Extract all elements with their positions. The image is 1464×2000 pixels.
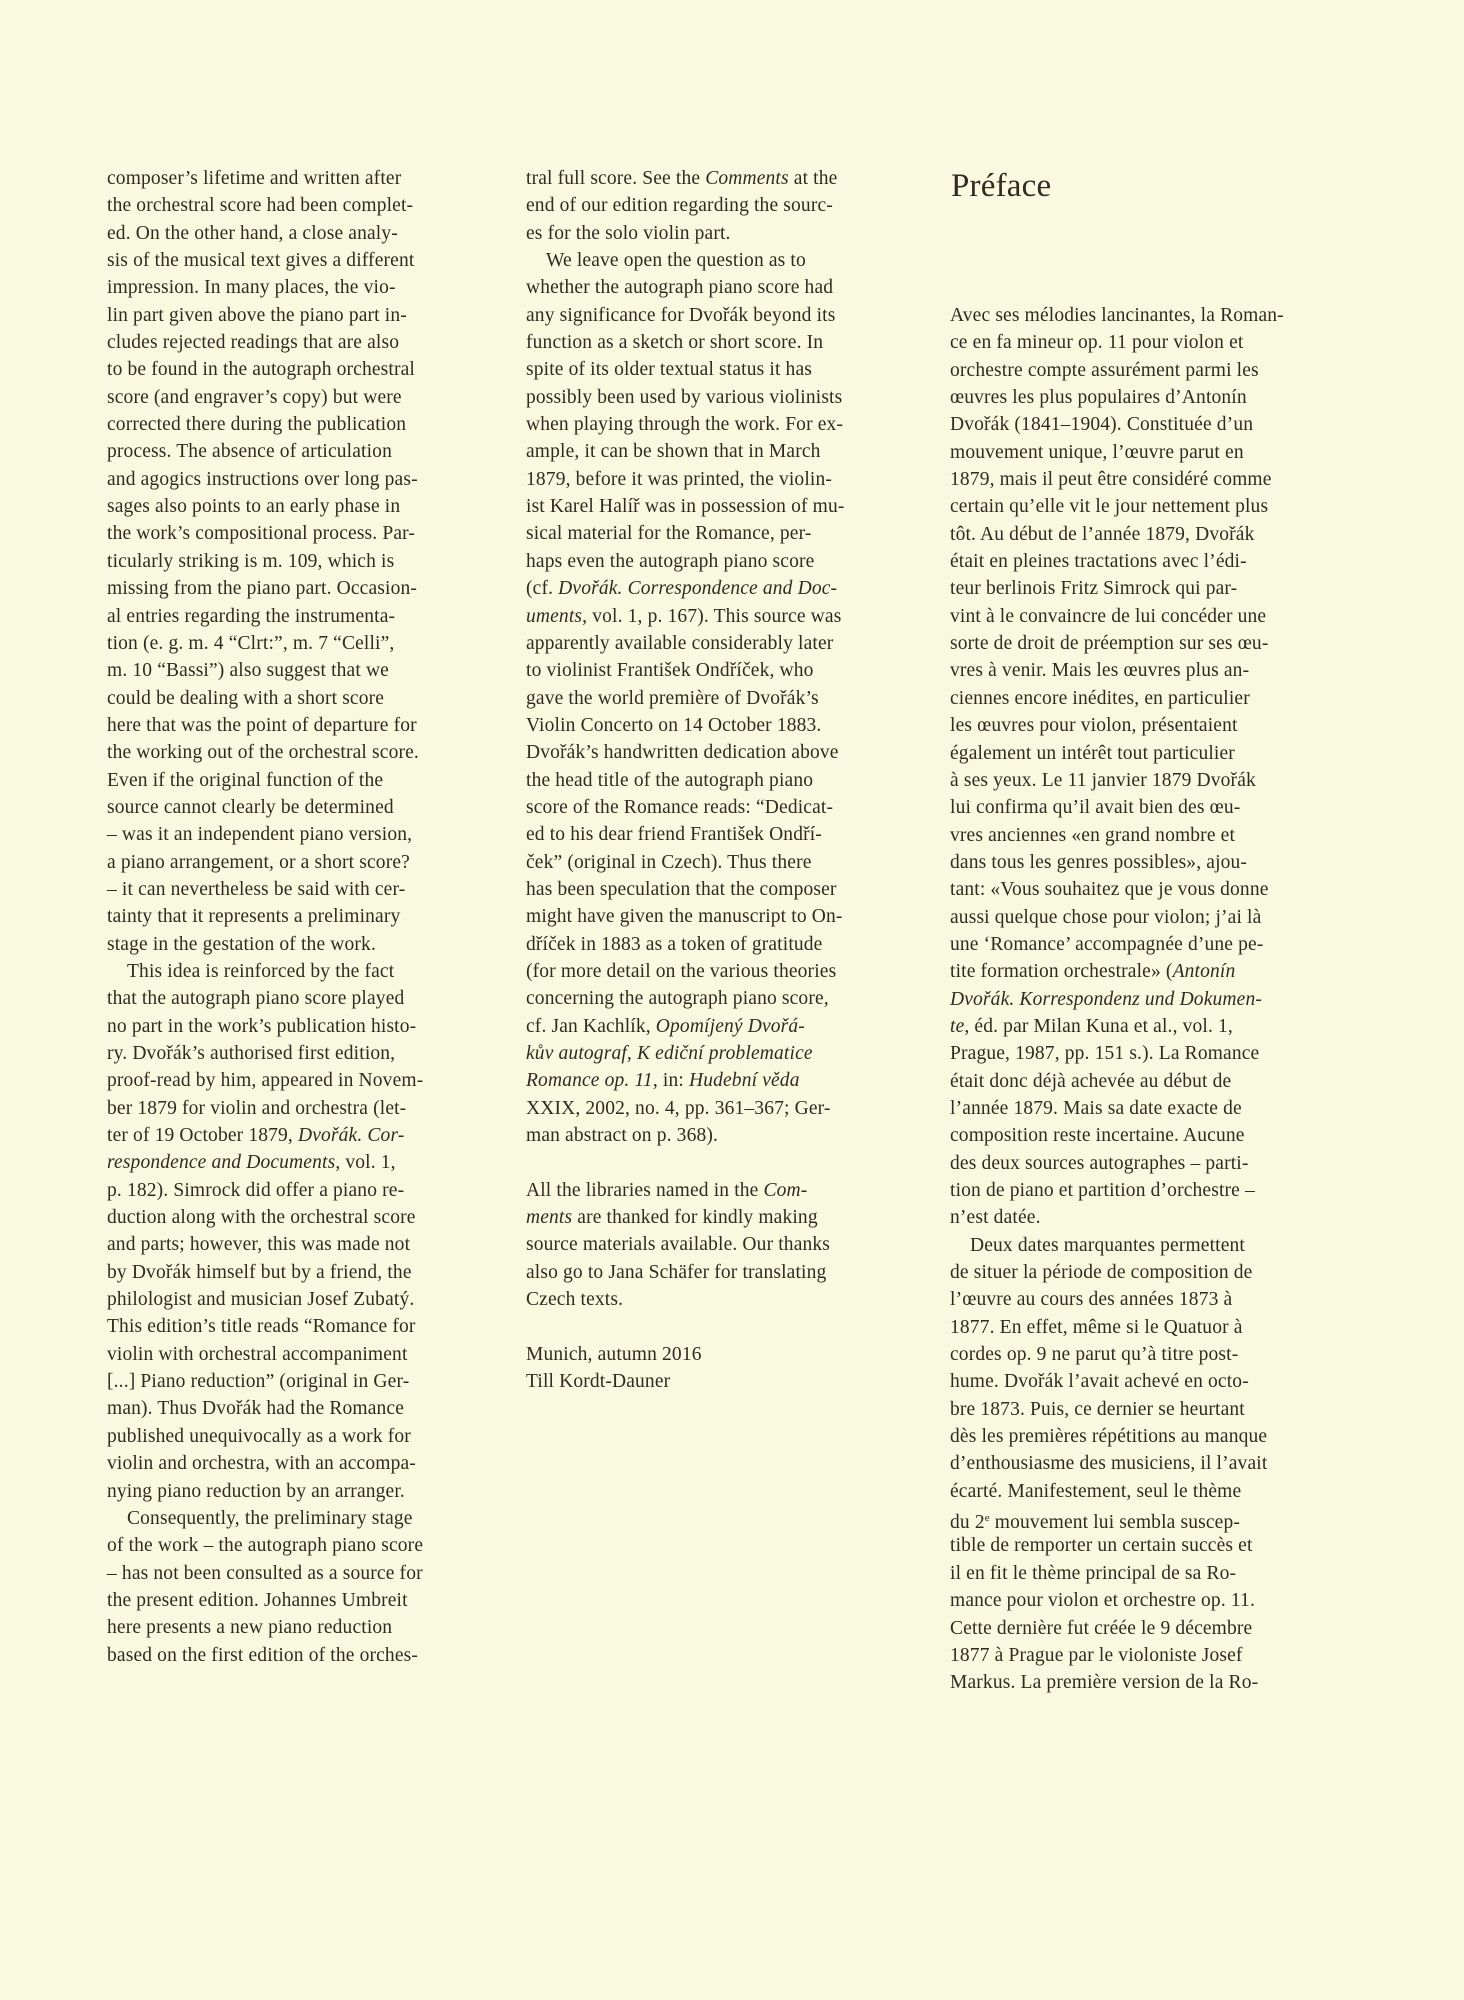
text-line: certain qu’elle vit le jour nettement plus (950, 496, 1269, 518)
text-line: score of the Romance reads: “Dedicat- (526, 796, 834, 818)
text-line: de situer la période de composition de (950, 1262, 1253, 1284)
text-line: vres à venir. Mais les œuvres plus an- (950, 660, 1250, 682)
text-line: proof-read by him, appeared in Novem- (107, 1070, 424, 1092)
italic-citation: uments (526, 605, 583, 627)
text-line (950, 1505, 1360, 1532)
text-line: dans tous les genres possibles», ajou- (950, 851, 1248, 873)
text-line: ce en fa mineur op. 11 pour violon et (950, 332, 1244, 354)
text-line: by Dvořák himself but by a friend, the (107, 1261, 412, 1283)
text-line: m. 10 “Bassi”) also suggest that we (107, 660, 389, 682)
text-line: sis of the musical text gives a different (107, 250, 415, 272)
text-line: man abstract on p. 368). (526, 1125, 719, 1147)
text-line: and agogics instructions over long pas- (107, 468, 418, 490)
acknowledgements-start-line (526, 1177, 931, 1204)
text-line: Even if the original function of the (107, 769, 384, 791)
text-run: ter of 19 October 1879, (107, 1125, 298, 1147)
text-line: the present edition. Johannes Umbreit (107, 1589, 408, 1611)
text-line: n’est datée. (950, 1207, 1041, 1229)
english-preface-column-1 (107, 165, 512, 1669)
text-line: 1877. En effet, même si le Quatuor à (950, 1316, 1243, 1338)
text-line: cludes rejected readings that are also (107, 332, 400, 354)
italic-reference: Com- (763, 1179, 808, 1201)
text-line: of the work – the autograph piano score (107, 1535, 424, 1557)
text-line: also go to Jana Schäfer for translating (526, 1261, 827, 1283)
text-run: are thanked for kindly making (572, 1207, 818, 1229)
text-line: here that was the point of departure for (107, 714, 417, 736)
french-preface-column (950, 302, 1360, 1697)
superscript: e (984, 1512, 990, 1525)
text-line: également un intérêt tout particulier (950, 742, 1235, 764)
text-line: dříček in 1883 as a token of gratitude (526, 933, 823, 955)
text-line: This edition’s title reads “Romance for (107, 1316, 416, 1338)
text-line: here presents a new piano reduction (107, 1617, 393, 1639)
text-run: , in: (652, 1070, 689, 1092)
text-line: des deux sources autographes – parti- (950, 1152, 1249, 1174)
text-line: les œuvres pour violon, présentaient (950, 715, 1238, 737)
text-run: , vol. 1, (335, 1152, 396, 1174)
text-line: – it can nevertheless be said with cer- (107, 878, 406, 900)
text-line: source cannot clearly be determined (107, 796, 394, 818)
text-run: mouvement lui sembla suscep- (989, 1512, 1240, 1534)
text-line: might have given the manuscript to On- (526, 906, 843, 928)
text-line: gave the world première of Dvořák’s (526, 687, 819, 709)
text-line: score (and engraver’s copy) but were (107, 386, 402, 408)
text-line: tainty that it represents a preliminary (107, 906, 401, 928)
text-line: the working out of the orchestral score. (107, 742, 419, 764)
text-run: tite formation orchestrale» ( (950, 961, 1173, 983)
text-line: composer’s lifetime and written after (107, 168, 402, 189)
text-line: XXIX, 2002, no. 4, pp. 361–367; Ger- (526, 1097, 831, 1119)
text-line: aussi quelque chose pour violon; j’ai là (950, 906, 1262, 928)
text-line: mouvement unique, l’œuvre parut en (950, 441, 1244, 463)
text-line: missing from the piano part. Occasion- (107, 578, 418, 600)
text-line: end of our edition regarding the sourc- (526, 195, 833, 217)
text-line: corrected there during the publication (107, 414, 407, 436)
place-date: Munich, autumn 2016 (526, 1343, 702, 1365)
italic-citation: te (950, 1015, 965, 1037)
text-line: to violinist František Ondříček, who (526, 660, 814, 682)
text-line: possibly been used by various violinists (526, 386, 843, 408)
text-line (107, 1149, 512, 1176)
italic-citation: Hudební věda (688, 1070, 800, 1092)
text-line: no part in the work’s publication histo- (107, 1015, 417, 1037)
text-line: lui confirma qu’il avait bien des œu- (950, 797, 1241, 819)
text-line: any significance for Dvořák beyond its (526, 304, 836, 326)
text-line: dès les premières répétitions au manque (950, 1426, 1268, 1448)
text-line: l’œuvre au cours des années 1873 à (950, 1289, 1233, 1311)
text-line: al entries regarding the instrumenta- (107, 605, 396, 627)
text-line: violin with orchestral accompaniment (107, 1343, 408, 1365)
text-line: tion (e. g. m. 4 “Clrt:”, m. 7 “Celli”, (107, 632, 395, 654)
text-line: process. The absence of articulation (107, 441, 392, 463)
text-line: ber 1879 for violin and orchestra (let- (107, 1097, 407, 1119)
italic-citation-line: Dvořák. Korrespondenz und Dokumen- (950, 988, 1262, 1010)
text-line (526, 1067, 931, 1094)
text-line: ed. On the other hand, a close analy- (107, 222, 398, 244)
text-run: du 2 (950, 1512, 985, 1534)
italic-citation: Antonín (1172, 961, 1236, 983)
text-line (526, 165, 931, 192)
text-line: Prague, 1987, pp. 151 s.). La Romance (950, 1043, 1260, 1065)
italic-citation: Dvořák. Correspondence and Doc- (558, 578, 838, 600)
text-line: ček” (original in Czech). Thus there (526, 851, 812, 873)
italic-citation-line: kův autograf, K ediční problematice (526, 1043, 813, 1064)
text-line: Cette dernière fut créée le 9 décembre (950, 1617, 1253, 1639)
preface-title-french: Préface (951, 168, 1052, 204)
text-line: apparently available considerably later (526, 632, 834, 654)
text-line: œuvres les plus populaires d’Antonín (950, 387, 1247, 409)
text-line: Czech texts. (526, 1289, 624, 1311)
text-line: – has not been consulted as a source for (107, 1562, 423, 1584)
text-line: source materials available. Our thanks (526, 1234, 831, 1256)
text-line: to be found in the autograph orchestral (107, 359, 416, 381)
paragraph-start-line: Deux dates marquantes permettent (970, 1234, 1245, 1256)
text-line: tôt. Au début de l’année 1879, Dvořák (950, 523, 1255, 545)
text-line: à ses yeux. Le 11 janvier 1879 Dvořák (950, 769, 1256, 791)
text-line: ist Karel Halíř was in possession of mu- (526, 496, 845, 518)
text-line: Avec ses mélodies lancinantes, la Roman- (950, 305, 1284, 326)
italic-citation: Opomíjený Dvořá- (655, 1015, 805, 1037)
text-line: a piano arrangement, or a short score? (107, 851, 410, 873)
text-line: d’enthousiasme des musiciens, il l’avait (950, 1453, 1268, 1475)
text-line: sages also points to an early phase in (107, 496, 401, 518)
text-line: Dvořák’s handwritten dedication above (526, 742, 839, 764)
text-line: 1879, before it was printed, the violin- (526, 468, 833, 490)
text-line: the orchestral score had been complet- (107, 195, 414, 217)
text-line: duction along with the orchestral score (107, 1207, 416, 1229)
text-line: ry. Dvořák’s authorised first edition, (107, 1043, 396, 1064)
text-run: at the (788, 168, 838, 189)
text-line: vint à le convaincre de lui concéder une (950, 605, 1267, 627)
text-line: teur berlinois Fritz Simrock qui par- (950, 578, 1238, 600)
text-line: violin and orchestra, with an accompa- (107, 1453, 416, 1475)
text-line: était donc déjà achevée au début de (950, 1070, 1232, 1092)
italic-citation: Dvořák. Cor- (297, 1125, 405, 1147)
paragraph-start-line: We leave open the question as to (546, 250, 806, 272)
text-line: nying piano reduction by an arranger. (107, 1480, 405, 1502)
text-line: tible de remporter un certain succès et (950, 1535, 1253, 1557)
text-run: All the libraries named in the (526, 1179, 764, 1201)
text-line: hume. Dvořák l’avait achevé en octo- (950, 1371, 1249, 1393)
text-line: has been speculation that the composer (526, 878, 837, 900)
text-line: ciennes encore inédites, en particulier (950, 687, 1250, 709)
text-line: published unequivocally as a work for (107, 1425, 411, 1447)
text-line: tant: «Vous souhaitez que je vous donne (950, 879, 1269, 901)
text-run: , éd. par Milan Kuna et al., vol. 1, (964, 1015, 1233, 1037)
text-line: l’année 1879. Mais sa date exacte de (950, 1097, 1242, 1119)
text-line: sical material for the Romance, per- (526, 523, 812, 545)
text-line: lin part given above the piano part in- (107, 304, 407, 326)
text-line: sorte de droit de préemption sur ses œu- (950, 633, 1269, 655)
text-line: the work’s compositional process. Par- (107, 523, 416, 545)
text-line (950, 958, 1360, 985)
text-line: 1879, mais il peut être considéré comme (950, 469, 1272, 491)
text-line: and parts; however, this was made not (107, 1234, 411, 1256)
text-line: mance pour violon et orchestre op. 11. (950, 1590, 1255, 1612)
text-line: man). Thus Dvořák had the Romance (107, 1398, 405, 1420)
text-line: haps even the autograph piano score (526, 550, 815, 572)
text-line: il en fit le thème principal de sa Ro- (950, 1562, 1237, 1584)
text-line (107, 1122, 512, 1149)
text-line: p. 182). Simrock did offer a piano re- (107, 1179, 405, 1201)
text-line (526, 1204, 931, 1231)
text-line: es for the solo violin part. (526, 222, 731, 244)
text-line: stage in the gestation of the work. (107, 933, 376, 955)
text-line: ed to his dear friend František Ondří- (526, 824, 822, 846)
text-line (950, 1013, 1360, 1040)
text-line: (for more detail on the various theories (526, 960, 837, 982)
text-line: une ‘Romance’ accompagnée d’une pe- (950, 933, 1264, 955)
text-line: the head title of the autograph piano (526, 769, 814, 791)
text-line: concerning the autograph piano score, (526, 988, 829, 1010)
text-line: orchestre compte assurément parmi les (950, 359, 1259, 381)
text-line: bre 1873. Puis, ce dernier se heurtant (950, 1398, 1245, 1420)
text-line: that the autograph piano score played (107, 988, 405, 1010)
text-line: Dvořák (1841–1904). Constituée d’un (950, 414, 1254, 436)
text-line: function as a sketch or short score. In (526, 332, 824, 354)
text-run: , vol. 1, p. 167). This source was (582, 605, 842, 627)
text-line: Markus. La première version de la Ro- (950, 1672, 1259, 1694)
text-line: when playing through the work. For ex- (526, 414, 844, 436)
text-line (526, 603, 931, 630)
text-line: whether the autograph piano score had (526, 277, 834, 299)
english-preface-column-2 (526, 165, 931, 1395)
paragraph-start-line: This idea is reinforced by the fact (127, 960, 395, 982)
text-line: vres anciennes «en grand nombre et (950, 824, 1236, 846)
text-line: composition reste incertaine. Aucune (950, 1125, 1245, 1147)
text-line: [...] Piano reduction” (original in Ger- (107, 1371, 410, 1393)
text-line (526, 1013, 931, 1040)
italic-reference: ments (526, 1207, 573, 1229)
italic-citation: Romance op. 11 (526, 1070, 653, 1092)
text-run: (cf. (526, 578, 559, 600)
text-line (526, 575, 931, 602)
text-line: ample, it can be shown that in March (526, 441, 821, 463)
text-line: spite of its older textual status it has (526, 359, 812, 381)
text-line: impression. In many places, the vio- (107, 277, 396, 299)
text-line: 1877 à Prague par le violoniste Josef (950, 1644, 1243, 1666)
text-line: based on the first edition of the orches- (107, 1644, 419, 1666)
text-line: cordes op. 9 ne parut qu’à titre post- (950, 1344, 1239, 1366)
text-line: – was it an independent piano version, (107, 824, 413, 846)
text-line: philologist and musician Josef Zubatý. (107, 1289, 415, 1311)
text-line: Violin Concerto on 14 October 1883. (526, 714, 822, 736)
italic-reference: Comments (705, 168, 789, 189)
text-line: ticularly striking is m. 109, which is (107, 550, 395, 572)
text-line: écarté. Manifestement, seul le thème (950, 1480, 1242, 1502)
paragraph-start-line: Consequently, the preliminary stage (127, 1507, 413, 1529)
italic-citation: respondence and Documents (107, 1152, 336, 1174)
text-run: tral full score. See the (526, 168, 706, 189)
text-line: could be dealing with a short score (107, 687, 385, 709)
text-line: était en pleines tractations avec l’édi- (950, 551, 1247, 573)
text-line: tion de piano et partition d’orchestre – (950, 1180, 1255, 1201)
text-run: cf. Jan Kachlík, (526, 1015, 656, 1037)
author-signature: Till Kordt-Dauner (526, 1371, 671, 1393)
